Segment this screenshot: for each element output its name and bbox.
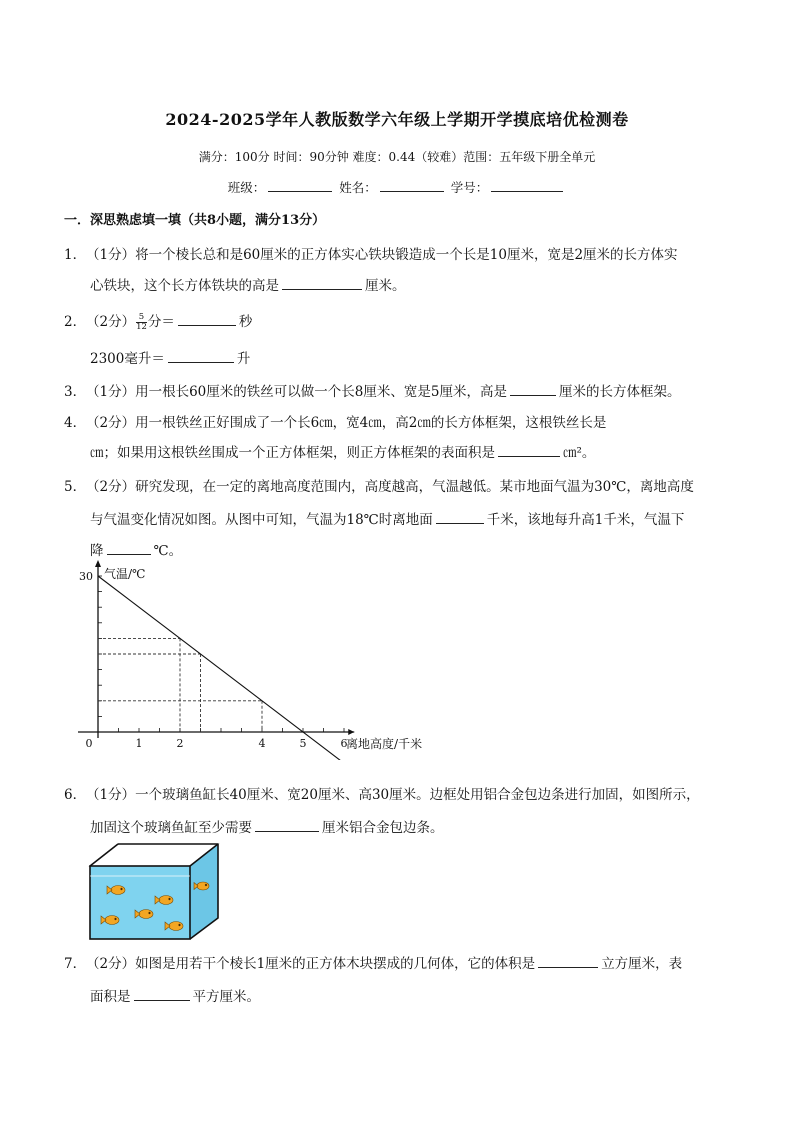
- x-tick-label-4: 4: [258, 737, 266, 750]
- temperature-height-chart: [70, 560, 470, 760]
- question-2-line2: 2300毫升＝ 升: [90, 351, 251, 367]
- x-axis-label: 离地高度/千米: [346, 737, 423, 751]
- q2-answer-blank-1[interactable]: [178, 313, 236, 326]
- q4-answer-blank[interactable]: [498, 444, 560, 457]
- question-5: 5．（2分）研究发现，在一定的离地高度范围内，高度越高，气温越低。某市地面气温为30℃，离地高度: [64, 479, 694, 495]
- section-1-title: 一．深思熟虑填一填（共8小题，满分13分）: [64, 213, 326, 228]
- question-1: 1．（1分）将一个棱长总和是60厘米的正方体实心铁块锻造成一个长是10厘米，宽是2厘米的长方体实: [64, 247, 678, 263]
- name-label: 姓名：: [339, 180, 377, 195]
- q5-answer-blank-1[interactable]: [436, 511, 484, 524]
- q1-answer-blank[interactable]: [282, 277, 362, 290]
- exam-meta: 满分：100分 时间：90分钟 难度：0.44（较难）范围：五年级下册全单元: [198, 150, 596, 164]
- question-4: 4．（2分）用一根铁丝正好围成了一个长6㎝，宽4㎝，高2㎝的长方体框架，这根铁丝长是: [64, 415, 607, 431]
- x-tick-label-5: 5: [299, 737, 307, 750]
- q7-answer-blank-1[interactable]: [538, 955, 598, 968]
- question-2: 2．（2分） $\frac{5}{12}$ 分＝ 秒: [64, 312, 253, 332]
- class-label: 班级：: [227, 180, 266, 195]
- x-tick-label-2: 2: [176, 737, 184, 750]
- question-6: 6．（1分）一个玻璃鱼缸长40厘米、宽20厘米、高30厘米。边框处用铝合金包边条进行加固，如图所示，: [64, 787, 700, 803]
- y-axis-arrow: [95, 560, 101, 567]
- question-4-line2: ㎝；如果用这根铁丝围成一个正方体框架，则正方体框架的表面积是 ㎝²。: [90, 445, 596, 461]
- page-title: 2024-2025学年人教版数学六年级上学期开学摸底培优检测卷: [165, 110, 629, 129]
- x-axis-arrow: [348, 729, 354, 735]
- question-6-line2: 加固这个玻璃鱼缸至少需要 厘米铝合金包边条。: [90, 820, 444, 836]
- q6-answer-blank[interactable]: [255, 819, 319, 832]
- question-7: 7．（2分）如图是用若干个棱长1厘米的正方体木块摆成的几何体，它的体积是 立方厘米，表: [64, 956, 683, 972]
- name-blank[interactable]: [380, 179, 444, 192]
- fraction: $\frac{5}{12}$: [136, 312, 147, 332]
- student-info-line: [0, 178, 794, 196]
- y-axis-label: 气温/℃: [104, 567, 146, 581]
- question-3: 3．（1分）用一根长60厘米的铁丝可以做一个长8厘米、宽是5厘米，高是 厘米的长方体框架。: [64, 384, 681, 400]
- question-5-line3: 降 ℃。: [90, 543, 183, 559]
- number-blank[interactable]: [491, 179, 563, 192]
- number-label: 学号：: [450, 180, 489, 195]
- question-5-line2: 与气温变化情况如图。从图中可知，气温为18℃时离地面 千米，该地每升高1千米，气温下: [90, 512, 685, 528]
- q5-answer-blank-2[interactable]: [107, 542, 151, 555]
- y-tick-label-30: 30: [79, 570, 93, 583]
- question-1-line2: 心铁块，这个长方体铁块的高是 厘米。: [90, 278, 406, 294]
- class-blank[interactable]: [268, 179, 332, 192]
- q3-answer-blank[interactable]: [510, 383, 556, 396]
- q7-answer-blank-2[interactable]: [134, 988, 190, 1001]
- fish-tank-illustration: [88, 838, 223, 943]
- question-7-line2: 面积是 平方厘米。: [90, 989, 260, 1005]
- x-tick-label-6: 6: [340, 737, 348, 750]
- q2-answer-blank-2[interactable]: [168, 350, 234, 363]
- x-tick-label-1: 1: [135, 737, 143, 750]
- x-tick-label-0: 0: [85, 737, 93, 750]
